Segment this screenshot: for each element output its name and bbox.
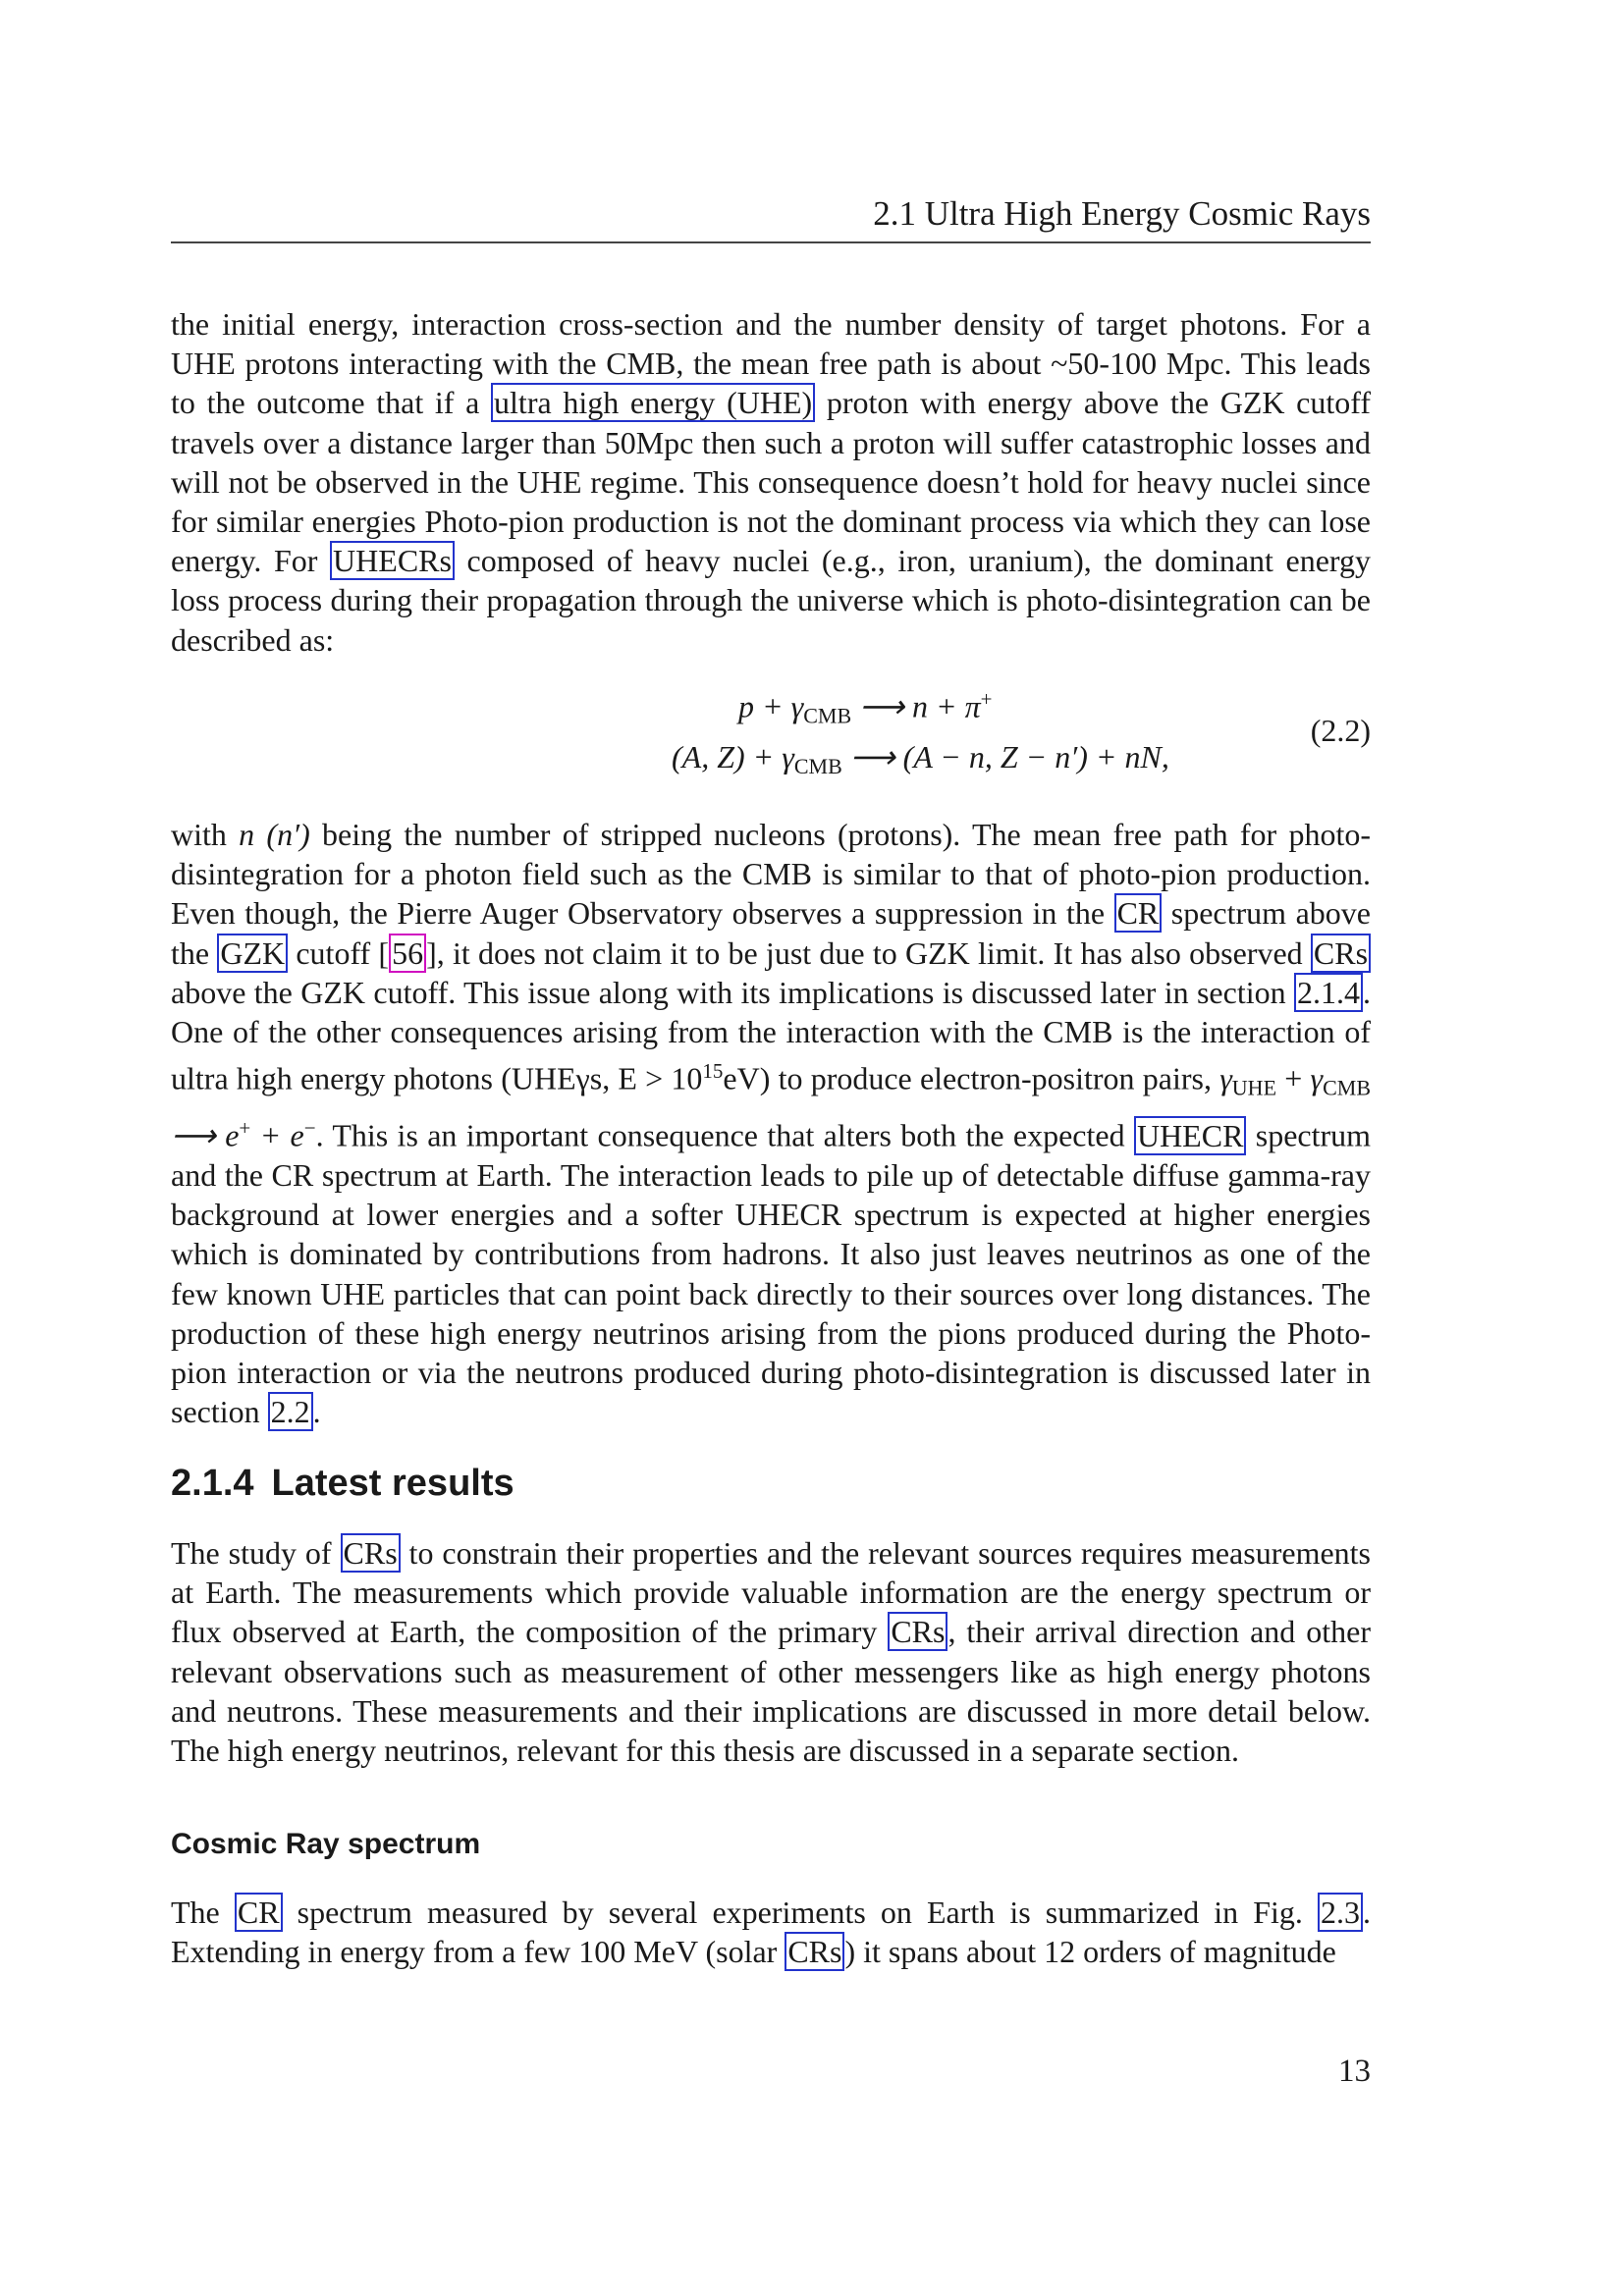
inline-math: γ <box>1219 1060 1232 1096</box>
eq-superscript: + <box>980 687 993 711</box>
text-run: ) it spans about 12 orders of magnitude <box>844 1934 1336 1970</box>
eq-term: p + γ <box>738 688 804 724</box>
text-run: being the number of stripped nucleons (protons). The mean free path for photo-disintegration for a photon field such as the CMB is similar to that of photo-pion production. Even though, the Pierre Auger Observatory observes a suppression in the <box>171 817 1372 932</box>
math-superscript: + <box>239 1116 251 1141</box>
text-run: spectrum and the CR spectrum at Earth. The interaction leads to pile up of detectable diffuse gamma-ray background at lower energies and a softer UHECR spectrum is expected at higher energies which is dominated by contributions from hadrons. It also just leaves neutrinos as one of the few known UHE particles that can point back directly to their sources over long distances. The production of these high energy neutrinos arising from the pions produced during the Photo-pion interaction or via the neutrons produced during photo-disintegration is discussed later in section <box>171 1117 1372 1430</box>
section-link-2-1-4[interactable]: 2.1.4 <box>1294 973 1363 1012</box>
text-run: with <box>171 817 240 852</box>
eq-subscript: CMB <box>803 703 852 728</box>
glossary-link-crs[interactable]: CRs <box>888 1612 947 1651</box>
eq-term: ⟶ (A − n, Z − n′) + nN, <box>841 739 1169 774</box>
section-link-2-2[interactable]: 2.2 <box>268 1392 313 1431</box>
running-header: 2.1 Ultra High Energy Cosmic Rays <box>873 194 1371 233</box>
glossary-link-crs[interactable]: CRs <box>341 1533 401 1573</box>
equation-number: (2.2) <box>1310 713 1371 748</box>
glossary-link-cr[interactable]: CR <box>235 1893 283 1932</box>
equation-row-2 <box>672 738 1169 779</box>
equation-2-2 <box>171 687 1371 785</box>
text-run: spectrum measured by several experiments on Earth is summarized in Fig. <box>282 1895 1319 1930</box>
inline-math: n (n′) <box>239 817 310 852</box>
paragraph-4 <box>171 1893 1371 1971</box>
text-run: , their arrival direction and other relevant observations such as measurement of other messengers like as high energy photons and neutrons. These measurements and their implications are discussed in more detail below. The high energy neutrinos, relevant for this thesis are discussed in a separate section. <box>171 1614 1372 1769</box>
citation-link-56[interactable]: 56 <box>389 934 426 973</box>
glossary-link-cr[interactable]: CR <box>1114 893 1163 933</box>
paragraph-3 <box>171 1533 1371 1770</box>
subsection-heading: Cosmic Ray spectrum <box>171 1828 481 1860</box>
inline-math: γ <box>1310 1060 1324 1096</box>
text-run: eV) to produce electron-positron pairs, <box>723 1060 1220 1096</box>
inline-math: + <box>1276 1060 1311 1096</box>
text-run: . One of the other consequences arising from the interaction with the CMB is the interaction of ultra high energy photons (UHEγs, E > 10 <box>171 974 1371 1096</box>
section-title: Latest results <box>271 1463 514 1504</box>
section-heading <box>171 1463 514 1505</box>
glossary-link-uhe[interactable]: ultra high energy (UHE) <box>491 383 815 422</box>
text-run: The <box>171 1895 235 1930</box>
inline-math: ⟶ e <box>171 1117 240 1153</box>
text-run: above the GZK cutoff. This issue along with its implications is discussed later in section <box>171 974 1294 1010</box>
text-run: . This is an important consequence that alters both the expected <box>315 1117 1134 1153</box>
eq-term: (A, Z) + γ <box>672 739 794 774</box>
section-number: 2.1.4 <box>171 1463 254 1504</box>
math-subscript: CMB <box>1323 1075 1372 1100</box>
glossary-link-gzk[interactable]: GZK <box>217 934 288 973</box>
glossary-link-crs[interactable]: CRs <box>785 1932 844 1971</box>
glossary-link-uhecr[interactable]: UHECR <box>1134 1116 1246 1155</box>
page-number: 13 <box>1338 2054 1371 2089</box>
paragraph-2 <box>171 815 1371 1431</box>
text-run: cutoff [ <box>288 934 390 971</box>
text-run: . Extending in energy from a few 100 MeV (solar <box>171 1895 1372 1970</box>
text-run: . <box>312 1394 321 1430</box>
paragraph-1 <box>171 304 1371 660</box>
text-run: spectrum above the <box>171 895 1372 971</box>
inline-math: + e <box>250 1117 304 1153</box>
text-run: the initial energy, interaction cross-section and the number density of target photons. For a UHE protons interacting with the CMB, the mean free path is about ~50-100 Mpc. This leads to the outcome that if a <box>171 306 1371 421</box>
eq-subscript: CMB <box>793 754 842 778</box>
header-rule <box>171 241 1371 243</box>
text-run: proton with energy above the GZK cutoff travels over a distance larger than 50Mpc then such a proton will suffer catastrophic losses and will not be observed in the UHE regime. This consequence doesn’t hold for heavy nuclei since for similar energies Photo-pion production is not the dominant process via which they can lose energy. For <box>171 385 1372 579</box>
figure-link-2-3[interactable]: 2.3 <box>1318 1893 1363 1932</box>
text-run: to constrain their properties and the relevant sources requires measurements at Earth. The measurements which provide valuable information are the energy spectrum or flux observed at Earth, the composition of the primary <box>171 1535 1372 1650</box>
eq-term: ⟶ n + π <box>851 688 981 724</box>
math-superscript: − <box>303 1116 316 1141</box>
glossary-link-crs[interactable]: CRs <box>1311 934 1371 973</box>
equation-row-1 <box>738 687 992 729</box>
superscript-15: 15 <box>702 1059 724 1084</box>
math-subscript: UHE <box>1231 1075 1277 1100</box>
text-run: composed of heavy nuclei (e.g., iron, uranium), the dominant energy loss process during their propagation through the universe which is photo-disintegration can be described as: <box>171 543 1372 658</box>
glossary-link-uhecrs[interactable]: UHECRs <box>330 541 455 580</box>
text-run: ], it does not claim it to be just due to GZK limit. It has also observed <box>426 934 1311 971</box>
text-run: The study of <box>171 1535 341 1571</box>
